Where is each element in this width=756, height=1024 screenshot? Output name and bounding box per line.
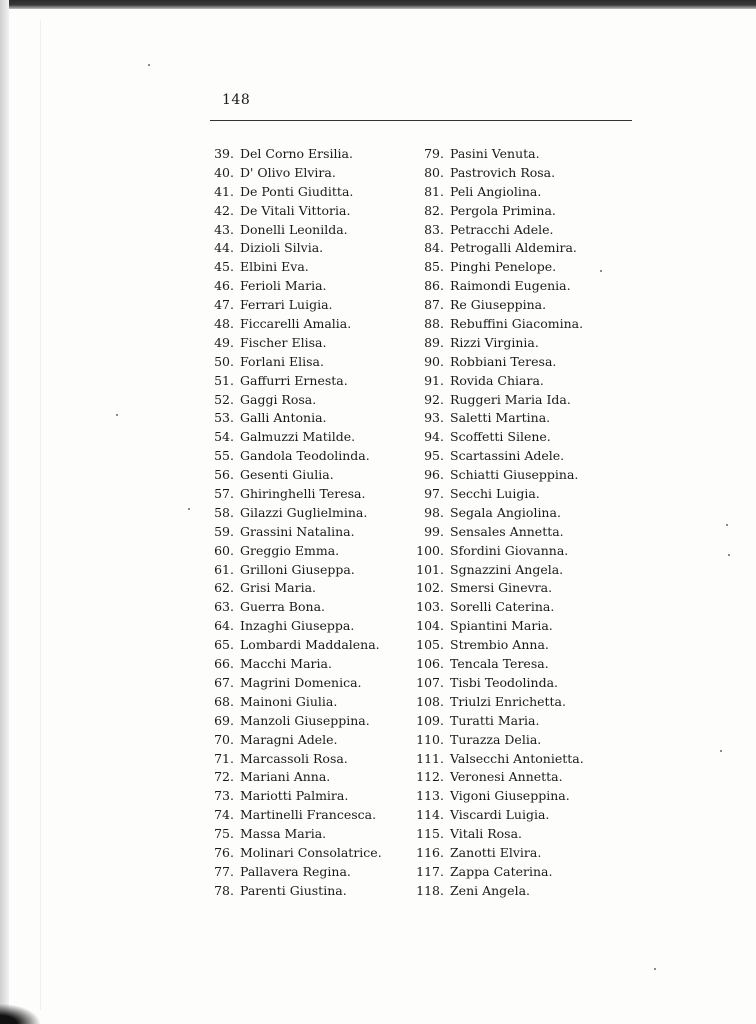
entry-name: D' Olivo Elvira. bbox=[240, 164, 336, 180]
entry-number: 74. bbox=[214, 807, 234, 823]
list-entry bbox=[198, 353, 403, 372]
entry-name: Ferioli Maria. bbox=[240, 278, 327, 294]
entry-name: Gesenti Giulia. bbox=[240, 467, 334, 483]
list-entry bbox=[198, 372, 403, 391]
entry-name: Ruggeri Maria Ida. bbox=[450, 391, 571, 407]
entry-number: 73. bbox=[214, 788, 234, 804]
list-entry bbox=[198, 391, 403, 410]
entry-name: Sgnazzini Angela. bbox=[450, 561, 564, 577]
entry-number: 113. bbox=[416, 788, 444, 804]
entry-name: Fischer Elisa. bbox=[240, 334, 327, 350]
list-entry bbox=[404, 447, 624, 466]
entry-number: 97. bbox=[424, 486, 444, 502]
entry-number: 43. bbox=[214, 221, 234, 237]
entry-number: 81. bbox=[424, 183, 444, 199]
list-entry bbox=[404, 391, 624, 410]
entry-number: 92. bbox=[424, 391, 444, 407]
list-entry bbox=[198, 825, 403, 844]
entry-name: Ficcarelli Amalia. bbox=[240, 316, 352, 332]
list-entry bbox=[404, 258, 624, 277]
entry-number: 103. bbox=[416, 599, 444, 615]
entry-number: 44. bbox=[214, 240, 234, 256]
ink-speck bbox=[148, 64, 150, 66]
list-entry bbox=[198, 579, 403, 598]
entry-number: 61. bbox=[214, 561, 234, 577]
list-entry bbox=[198, 183, 403, 202]
list-entry bbox=[198, 787, 403, 806]
entry-name: Strembio Anna. bbox=[450, 637, 549, 653]
entry-name: Turatti Maria. bbox=[450, 712, 540, 728]
entry-name: Macchi Maria. bbox=[240, 656, 332, 672]
entry-number: 118. bbox=[416, 882, 444, 898]
list-entry bbox=[198, 768, 403, 787]
entry-number: 105. bbox=[416, 637, 444, 653]
page-number: 148 bbox=[222, 92, 251, 108]
list-entry bbox=[404, 712, 624, 731]
entry-name: Vigoni Giuseppina. bbox=[450, 788, 570, 804]
list-entry bbox=[198, 485, 403, 504]
entry-number: 52. bbox=[214, 391, 234, 407]
entry-number: 95. bbox=[424, 448, 444, 464]
list-entry bbox=[198, 202, 403, 221]
entry-number: 58. bbox=[214, 504, 234, 520]
entry-number: 84. bbox=[424, 240, 444, 256]
entry-name: Re Giuseppina. bbox=[450, 297, 547, 313]
entry-name: De Vitali Vittoria. bbox=[240, 202, 351, 218]
entry-number: 117. bbox=[416, 863, 444, 879]
entry-name: Inzaghi Giuseppa. bbox=[240, 618, 355, 634]
entry-name: Veronesi Annetta. bbox=[450, 769, 563, 785]
entry-name: Viscardi Luigia. bbox=[450, 807, 550, 823]
entry-number: 100. bbox=[416, 542, 444, 558]
entry-number: 66. bbox=[214, 656, 234, 672]
entry-name: Marcassoli Rosa. bbox=[240, 750, 348, 766]
list-entry bbox=[404, 183, 624, 202]
entry-number: 55. bbox=[214, 448, 234, 464]
entry-name: Grassini Natalina. bbox=[240, 523, 355, 539]
entry-name: Rizzi Virginia. bbox=[450, 334, 539, 350]
entry-number: 70. bbox=[214, 731, 234, 747]
entry-name: Manzoli Giuseppina. bbox=[240, 712, 370, 728]
list-entry bbox=[198, 674, 403, 693]
list-entry bbox=[198, 882, 403, 901]
entry-number: 82. bbox=[424, 202, 444, 218]
list-entry bbox=[198, 409, 403, 428]
entry-name: Triulzi Enrichetta. bbox=[450, 693, 566, 709]
list-entry bbox=[404, 221, 624, 240]
entry-name: Forlani Elisa. bbox=[240, 353, 324, 369]
entry-number: 71. bbox=[214, 750, 234, 766]
list-entry bbox=[404, 353, 624, 372]
list-entry bbox=[404, 202, 624, 221]
entry-name: Pallavera Regina. bbox=[240, 863, 351, 879]
list-entry bbox=[404, 315, 624, 334]
list-entry bbox=[404, 409, 624, 428]
entry-name: Mainoni Giulia. bbox=[240, 693, 338, 709]
entry-name: Tencala Teresa. bbox=[450, 656, 549, 672]
entry-name: Grilloni Giuseppa. bbox=[240, 561, 355, 577]
entry-number: 51. bbox=[214, 372, 234, 388]
entry-name: Zeni Angela. bbox=[450, 882, 531, 898]
entry-name: Lombardi Maddalena. bbox=[240, 637, 380, 653]
entry-number: 101. bbox=[416, 561, 444, 577]
list-entry bbox=[404, 372, 624, 391]
list-entry bbox=[198, 523, 403, 542]
list-entry bbox=[198, 712, 403, 731]
list-entry bbox=[404, 334, 624, 353]
entry-number: 54. bbox=[214, 429, 234, 445]
list-entry bbox=[404, 504, 624, 523]
name-list-right-column bbox=[404, 145, 624, 901]
entry-number: 46. bbox=[214, 278, 234, 294]
entry-name: Mariotti Palmira. bbox=[240, 788, 349, 804]
ink-speck bbox=[654, 968, 656, 970]
list-entry bbox=[404, 428, 624, 447]
list-entry bbox=[404, 485, 624, 504]
entry-name: Pastrovich Rosa. bbox=[450, 164, 556, 180]
list-entry bbox=[198, 221, 403, 240]
entry-number: 83. bbox=[424, 221, 444, 237]
list-entry bbox=[404, 296, 624, 315]
list-entry bbox=[404, 277, 624, 296]
entry-number: 112. bbox=[416, 769, 444, 785]
entry-name: Saletti Martina. bbox=[450, 410, 551, 426]
entry-number: 59. bbox=[214, 523, 234, 539]
entry-name: Zanotti Elvira. bbox=[450, 844, 542, 860]
list-entry bbox=[404, 579, 624, 598]
entry-name: Donelli Leonilda. bbox=[240, 221, 348, 237]
entry-name: Grisi Maria. bbox=[240, 580, 316, 596]
entry-number: 50. bbox=[214, 353, 234, 369]
entry-name: Del Corno Ersilia. bbox=[240, 146, 353, 161]
list-entry bbox=[198, 277, 403, 296]
entry-number: 67. bbox=[214, 674, 234, 690]
list-entry bbox=[404, 466, 624, 485]
list-entry bbox=[198, 239, 403, 258]
entry-name: Rebuffini Giacomina. bbox=[450, 316, 584, 332]
list-entry bbox=[404, 617, 624, 636]
list-entry bbox=[198, 636, 403, 655]
entry-name: Pergola Primina. bbox=[450, 202, 556, 218]
entry-number: 72. bbox=[214, 769, 234, 785]
entry-name: Peli Angiolina. bbox=[450, 183, 542, 199]
entry-name: Ferrari Luigia. bbox=[240, 297, 333, 313]
entry-number: 60. bbox=[214, 542, 234, 558]
list-entry bbox=[198, 542, 403, 561]
entry-number: 91. bbox=[424, 372, 444, 388]
entry-name: Segala Angiolina. bbox=[450, 504, 561, 520]
entry-number: 65. bbox=[214, 637, 234, 653]
entry-name: Raimondi Eugenia. bbox=[450, 278, 571, 294]
list-entry bbox=[404, 523, 624, 542]
entry-name: Maragni Adele. bbox=[240, 731, 338, 747]
entry-number: 69. bbox=[214, 712, 234, 728]
entry-name: Pinghi Penelope. bbox=[450, 259, 557, 275]
entry-name: Magrini Domenica. bbox=[240, 674, 362, 690]
entry-name: Zappa Caterina. bbox=[450, 863, 553, 879]
list-entry bbox=[404, 825, 624, 844]
entry-name: Scoffetti Silene. bbox=[450, 429, 551, 445]
scan-corner-shadow bbox=[0, 1004, 40, 1024]
list-entry bbox=[198, 844, 403, 863]
list-entry bbox=[198, 447, 403, 466]
list-entry bbox=[198, 164, 403, 183]
ink-speck bbox=[116, 414, 118, 416]
entry-name: Greggio Emma. bbox=[240, 542, 340, 558]
list-entry bbox=[404, 164, 624, 183]
entry-number: 80. bbox=[424, 164, 444, 180]
entry-name: Sfordini Giovanna. bbox=[450, 542, 569, 558]
ink-speck bbox=[720, 750, 722, 752]
list-entry bbox=[198, 655, 403, 674]
entry-number: 64. bbox=[214, 618, 234, 634]
list-entry bbox=[404, 636, 624, 655]
entry-number: 93. bbox=[424, 410, 444, 426]
list-entry bbox=[198, 466, 403, 485]
scan-left-border bbox=[0, 0, 9, 1024]
list-entry bbox=[404, 731, 624, 750]
list-entry bbox=[198, 693, 403, 712]
list-entry bbox=[198, 806, 403, 825]
entry-number: 39. bbox=[214, 146, 234, 161]
list-entry bbox=[404, 239, 624, 258]
list-entry bbox=[404, 768, 624, 787]
entry-name: Molinari Consolatrice. bbox=[240, 844, 382, 860]
ink-speck bbox=[726, 524, 728, 526]
list-entry bbox=[198, 296, 403, 315]
entry-number: 115. bbox=[416, 826, 444, 842]
list-entry bbox=[198, 145, 403, 164]
entry-number: 104. bbox=[416, 618, 444, 634]
name-list-left-column bbox=[198, 145, 403, 901]
entry-name: Gaffurri Ernesta. bbox=[240, 372, 348, 388]
entry-number: 107. bbox=[416, 674, 444, 690]
entry-number: 53. bbox=[214, 410, 234, 426]
entry-number: 108. bbox=[416, 693, 444, 709]
entry-number: 63. bbox=[214, 599, 234, 615]
entry-name: Spiantini Maria. bbox=[450, 618, 553, 634]
entry-name: Sorelli Caterina. bbox=[450, 599, 555, 615]
list-entry bbox=[198, 598, 403, 617]
list-entry bbox=[404, 863, 624, 882]
entry-name: Guerra Bona. bbox=[240, 599, 325, 615]
list-entry bbox=[198, 750, 403, 769]
entry-number: 89. bbox=[424, 334, 444, 350]
entry-name: Gandola Teodolinda. bbox=[240, 448, 370, 464]
entry-number: 42. bbox=[214, 202, 234, 218]
entry-number: 116. bbox=[416, 844, 444, 860]
list-entry bbox=[404, 750, 624, 769]
entry-name: Mariani Anna. bbox=[240, 769, 331, 785]
entry-name: Pasini Venuta. bbox=[450, 146, 540, 161]
list-entry bbox=[198, 428, 403, 447]
entry-number: 48. bbox=[214, 316, 234, 332]
list-entry bbox=[404, 674, 624, 693]
entry-name: Vitali Rosa. bbox=[450, 826, 523, 842]
entry-name: Valsecchi Antonietta. bbox=[450, 750, 584, 766]
entry-name: Secchi Luigia. bbox=[450, 486, 540, 502]
entry-number: 87. bbox=[424, 297, 444, 313]
list-entry bbox=[404, 542, 624, 561]
entry-name: De Ponti Giuditta. bbox=[240, 183, 354, 199]
list-entry bbox=[404, 655, 624, 674]
entry-name: Petracchi Adele. bbox=[450, 221, 554, 237]
entry-number: 94. bbox=[424, 429, 444, 445]
entry-number: 57. bbox=[214, 486, 234, 502]
entry-name: Robbiani Teresa. bbox=[450, 353, 557, 369]
list-entry bbox=[198, 258, 403, 277]
entry-number: 102. bbox=[416, 580, 444, 596]
entry-number: 111. bbox=[416, 750, 444, 766]
list-entry bbox=[404, 806, 624, 825]
list-entry bbox=[404, 787, 624, 806]
entry-number: 40. bbox=[214, 164, 234, 180]
entry-name: Sensales Annetta. bbox=[450, 523, 564, 539]
entry-number: 79. bbox=[424, 146, 444, 161]
entry-number: 49. bbox=[214, 334, 234, 350]
entry-number: 90. bbox=[424, 353, 444, 369]
entry-number: 99. bbox=[424, 523, 444, 539]
scan-top-border bbox=[0, 0, 756, 9]
entry-number: 62. bbox=[214, 580, 234, 596]
entry-number: 85. bbox=[424, 259, 444, 275]
entry-name: Scartassini Adele. bbox=[450, 448, 565, 464]
entry-number: 75. bbox=[214, 826, 234, 842]
list-entry bbox=[404, 844, 624, 863]
entry-number: 56. bbox=[214, 467, 234, 483]
list-entry bbox=[404, 561, 624, 580]
list-entry bbox=[198, 504, 403, 523]
entry-number: 45. bbox=[214, 259, 234, 275]
entry-name: Petrogalli Aldemira. bbox=[450, 240, 577, 256]
entry-name: Parenti Giustina. bbox=[240, 882, 347, 898]
entry-name: Rovida Chiara. bbox=[450, 372, 544, 388]
entry-number: 76. bbox=[214, 844, 234, 860]
ink-speck bbox=[728, 554, 730, 556]
entry-name: Massa Maria. bbox=[240, 826, 327, 842]
entry-number: 96. bbox=[424, 467, 444, 483]
ink-speck bbox=[600, 270, 602, 272]
list-entry bbox=[404, 693, 624, 712]
entry-number: 86. bbox=[424, 278, 444, 294]
list-entry bbox=[404, 145, 624, 164]
entry-number: 114. bbox=[416, 807, 444, 823]
entry-number: 88. bbox=[424, 316, 444, 332]
entry-number: 106. bbox=[416, 656, 444, 672]
entry-number: 109. bbox=[416, 712, 444, 728]
list-entry bbox=[198, 731, 403, 750]
entry-number: 47. bbox=[214, 297, 234, 313]
entry-name: Galmuzzi Matilde. bbox=[240, 429, 356, 445]
entry-number: 77. bbox=[214, 863, 234, 879]
entry-name: Turazza Delia. bbox=[450, 731, 542, 747]
entry-number: 78. bbox=[214, 882, 234, 898]
entry-name: Smersi Ginevra. bbox=[450, 580, 553, 596]
entry-number: 41. bbox=[214, 183, 234, 199]
header-rule bbox=[210, 120, 632, 121]
entry-name: Dizioli Silvia. bbox=[240, 240, 324, 256]
entry-name: Galli Antonia. bbox=[240, 410, 327, 426]
entry-name: Ghiringhelli Teresa. bbox=[240, 486, 366, 502]
entry-name: Elbini Eva. bbox=[240, 259, 309, 275]
ink-speck bbox=[188, 508, 190, 510]
entry-number: 98. bbox=[424, 504, 444, 520]
entry-name: Gaggi Rosa. bbox=[240, 391, 317, 407]
list-entry bbox=[404, 598, 624, 617]
page-fold-line bbox=[40, 20, 41, 1010]
entry-number: 68. bbox=[214, 693, 234, 709]
entry-name: Tisbi Teodolinda. bbox=[450, 674, 559, 690]
list-entry bbox=[198, 561, 403, 580]
entry-name: Martinelli Francesca. bbox=[240, 807, 377, 823]
list-entry bbox=[198, 315, 403, 334]
list-entry bbox=[198, 863, 403, 882]
entry-number: 110. bbox=[416, 731, 444, 747]
list-entry bbox=[404, 882, 624, 901]
list-entry bbox=[198, 334, 403, 353]
entry-name: Schiatti Giuseppina. bbox=[450, 467, 579, 483]
entry-name: Gilazzi Guglielmina. bbox=[240, 504, 368, 520]
list-entry bbox=[198, 617, 403, 636]
